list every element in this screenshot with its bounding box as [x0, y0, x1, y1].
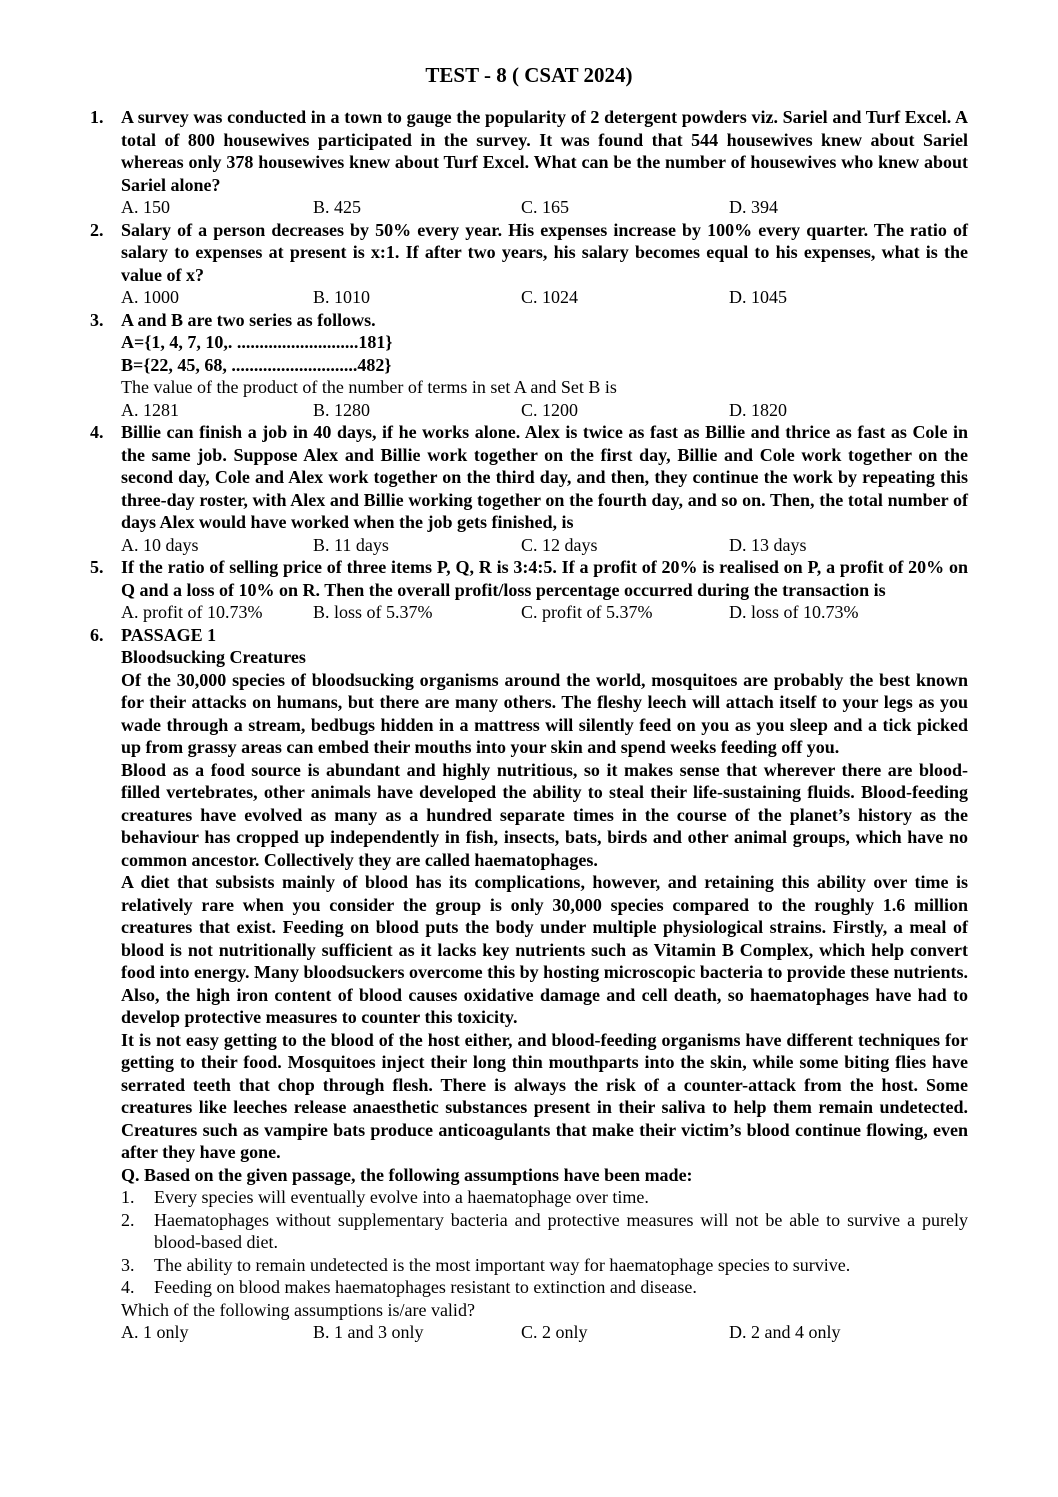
option-c: C. 12 days — [521, 534, 598, 555]
options — [121, 534, 968, 557]
question-1 — [90, 106, 968, 219]
options — [121, 601, 968, 624]
statement — [121, 1209, 968, 1254]
option-d: D. 1820 — [729, 399, 787, 420]
statement — [121, 1186, 968, 1209]
option-a: A. 10 days — [121, 534, 199, 555]
passage-title: Bloodsucking Creatures — [121, 647, 306, 667]
passage-paragraph: It is not easy getting to the blood of the host either, and blood-feeding organisms have different techniques for getting to their food. Mosquitoes inject their long thin mouthparts into the skin, while some biting flies have serrated teeth that chop through flesh. There is always the risk of a counter-attack from the host. Some creatures like leeches release anaesthetic substances present in their saliva to help them remain undetected. Creatures such as vampire bats produce anticoagulants that make their victim’s blood continue flowing, even after they have gone. — [121, 1029, 968, 1162]
option-d: D. loss of 10.73% — [729, 602, 859, 622]
question-text: Q. Based on the given passage, the following assumptions have been made: — [121, 1164, 693, 1185]
option-c: C. 1200 — [521, 399, 579, 420]
question-prompt: The value of the product of the number of terms in set A and Set B is — [121, 377, 617, 397]
question-5 — [90, 556, 968, 624]
option-a: A. profit of 10.73% — [121, 602, 263, 622]
question-text: A survey was conducted in a town to gauge the popularity of 2 detergent powders viz. Sariel and Turf Excel. A total of 800 housewives participated in the survey. It was found that 544 housewives knew about Sariel whereas only 378 housewives knew about Turf Excel. What can be the number of housewives who knew about Sariel alone? — [121, 107, 968, 195]
option-b: B. loss of 5.37% — [313, 602, 433, 622]
question-3 — [90, 309, 968, 422]
statement-number: 1. — [121, 1187, 135, 1207]
statement-text: Every species will eventually evolve into a haematophage over time. — [154, 1187, 649, 1207]
question-number: 2. — [90, 219, 104, 240]
options — [121, 286, 968, 309]
option-b: B. 425 — [313, 197, 362, 217]
question-number: 3. — [90, 309, 104, 330]
option-b: B. 1010 — [313, 287, 371, 307]
statement — [121, 1276, 968, 1299]
question-prompt: Which of the following assumptions is/are valid? — [121, 1299, 475, 1320]
question-text: A and B are two series as follows. — [121, 309, 376, 330]
statement-text: Haematophages without supplementary bacteria and protective measures will not be able to survive a purely blood-based diet. — [154, 1209, 968, 1252]
statement-text: Feeding on blood makes haematophages resistant to extinction and disease. — [154, 1277, 697, 1297]
option-c: C. profit of 5.37% — [521, 602, 653, 622]
option-b: B. 1 and 3 only — [313, 1322, 424, 1342]
option-a: A. 1281 — [121, 399, 179, 420]
passage-paragraph: Of the 30,000 species of bloodsucking organisms around the world, mosquitoes are probably the best known for their attacks on humans, but there are many others. The fleshy leech will attach itself to your legs as you wade through a stream, bedbugs hidden in a mattress will silently feed on you as you sleep and a tick picked up from grassy areas can embed their mouths into your skin and spend weeks feeding off you. — [121, 669, 968, 757]
option-c: C. 2 only — [521, 1322, 588, 1342]
option-c: C. 165 — [521, 197, 570, 217]
option-a: A. 150 — [121, 197, 170, 217]
question-number: 6. — [90, 624, 104, 645]
question-4 — [90, 421, 968, 556]
option-d: D. 2 and 4 only — [729, 1322, 841, 1342]
test-title: TEST - 8 ( CSAT 2024) — [425, 63, 633, 87]
option-d: D. 1045 — [729, 287, 787, 307]
question-text: Salary of a person decreases by 50% every year. His expenses increase by 100% every quarter. The ratio of salary to expenses at present is x:1. If after two years, his salary becomes equal to his expenses, what is the value of x? — [121, 219, 968, 285]
series-a: A={1, 4, 7, 10,. ...........................181} — [121, 332, 393, 352]
options — [121, 196, 968, 219]
statement — [121, 1254, 968, 1277]
option-b: B. 11 days — [313, 534, 389, 555]
question-6 — [90, 624, 968, 1344]
statement-number: 4. — [121, 1277, 135, 1297]
passage-heading: PASSAGE 1 — [121, 624, 217, 645]
option-a: A. 1 only — [121, 1322, 189, 1342]
statement-text: The ability to remain undetected is the most important way for haematophage species to survive. — [154, 1254, 851, 1275]
passage-paragraph: Blood as a food source is abundant and highly nutritious, so it makes sense that wherever there are blood-filled vertebrates, other animals have developed the ability to steal their life-sustaining fluids. Blood-feeding creatures have evolved as many as a hundred separate times in the course of the planet’s history as the behaviour has cropped up independently in fish, insects, bats, birds and other animal groups, which have no common ancestor. Collectively they are called haematophages. — [121, 759, 968, 870]
statement-number: 2. — [121, 1209, 135, 1230]
passage-paragraph: A diet that subsists mainly of blood has its complications, however, and retaining this ability over time is relatively rare when you consider the group is only 30,000 species compared to the roughly 1.6 million creatures that exist. Feeding on blood puts the body under multiple physiological strains. Firstly, a meal of blood is not nutritionally sufficient as it lacks key nutrients such as Vitamin B Complex, which help convert food into energy. Many bloodsuckers overcome this by hosting microscopic bacteria to provide these nutrients. Also, the high iron content of blood causes oxidative damage and cell death, so haematophages have had to develop protective measures to counter this toxicity. — [121, 872, 968, 1027]
questions — [90, 106, 968, 1344]
option-d: D. 13 days — [729, 534, 807, 555]
options — [121, 399, 968, 422]
option-b: B. 1280 — [313, 399, 371, 420]
options — [121, 1321, 968, 1344]
statement-number: 3. — [121, 1254, 135, 1275]
question-text: If the ratio of selling price of three items P, Q, R is 3:4:5. If a profit of 20% is realised on P, a profit of 20% on Q and a loss of 10% on R. Then the overall profit/loss percentage occurred during the transaction is — [121, 557, 968, 600]
option-c: C. 1024 — [521, 287, 579, 307]
option-a: A. 1000 — [121, 287, 179, 307]
series-b: B={22, 45, 68, ............................482} — [121, 354, 392, 375]
option-d: D. 394 — [729, 197, 778, 217]
question-2 — [90, 219, 968, 309]
question-number: 1. — [90, 107, 104, 127]
question-text: Billie can finish a job in 40 days, if he works alone. Alex is twice as fast as Billie and thrice as fast as Cole in the same job. Suppose Alex and Billie work together on the first day, Billie and Cole work together on the second day, Cole and Alex work together on the third day, and then, they continue the work by repeating this three-day roster, with Alex and Billie working together on the fourth day, and so on. Then, the total number of days Alex would have worked when the job gets finished, is — [121, 422, 968, 532]
question-number: 5. — [90, 557, 104, 577]
question-number: 4. — [90, 422, 104, 442]
